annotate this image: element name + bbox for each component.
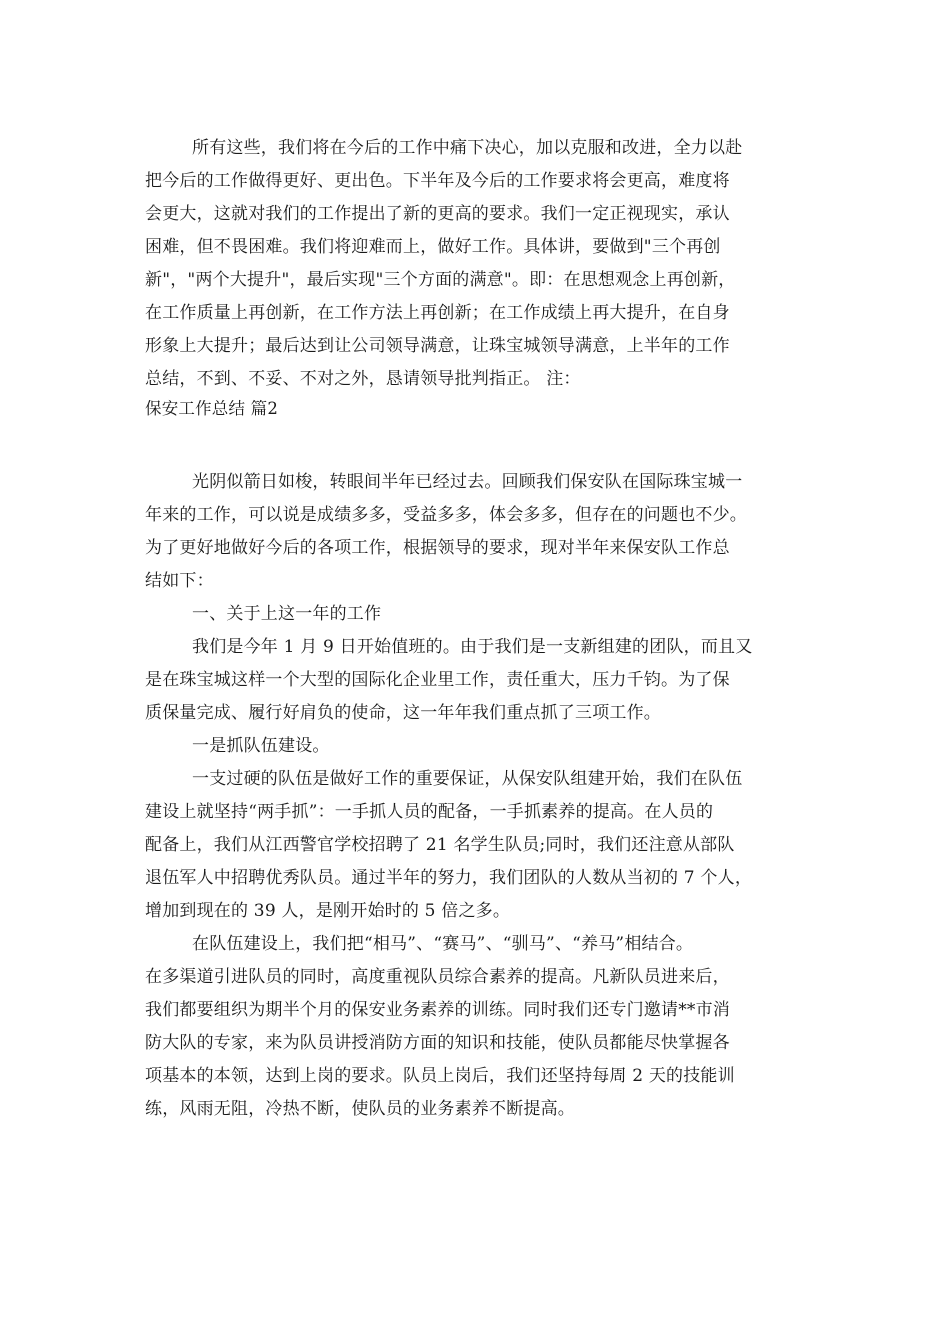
- paragraph-line: 我们都要组织为期半个月的保安业务素养的训练。同时我们还专门邀请**市消: [145, 1000, 730, 1020]
- section-heading: 保安工作总结 篇2: [145, 399, 279, 418]
- paragraph-line: 困难，但不畏困难。我们将迎难而上，做好工作。具体讲，要做到"三个再创: [145, 237, 721, 257]
- paragraph-line: 我们是今年 1 月 9 日开始值班的。由于我们是一支新组建的团队，而且又: [192, 637, 753, 657]
- paragraph-line: 增加到现在的 39 人，是刚开始时的 5 倍之多。: [145, 901, 511, 921]
- paragraph-line: 会更大，这就对我们的工作提出了新的更高的要求。我们一定正视现实，承认: [145, 204, 730, 224]
- subheading-line: 一是抓队伍建设。: [192, 736, 330, 756]
- paragraph-line: 为了更好地做好今后的各项工作，根据领导的要求，现对半年来保安队工作总: [145, 538, 730, 558]
- paragraph-line: 质保量完成、履行好肩负的使命，这一年年我们重点抓了三项工作。: [145, 703, 661, 723]
- paragraph-line: 新"，"两个大提升"，最后实现"三个方面的满意"。即：在思想观念上再创新，: [145, 270, 736, 290]
- paragraph-line: 配备上，我们从江西警官学校招聘了 21 名学生队员;同时，我们还注意从部队: [145, 835, 735, 855]
- paragraph-line: 总结，不到、不妥、不对之外，恳请领导批判指正。 注：: [145, 369, 581, 389]
- paragraph-line: 是在珠宝城这样一个大型的国际化企业里工作，责任重大，压力千钧。为了保: [145, 670, 730, 690]
- paragraph-line: 年来的工作，可以说是成绩多多，受益多多，体会多多，但存在的问题也不少。: [145, 505, 747, 525]
- paragraph-line: 防大队的专家，来为队员讲授消防方面的知识和技能，使队员都能尽快掌握各: [145, 1033, 730, 1053]
- paragraph-line: 光阴似箭日如梭，转眼间半年已经过去。回顾我们保安队在国际珠宝城一: [192, 472, 743, 492]
- paragraph-line: 退伍军人中招聘优秀队员。通过半年的努力，我们团队的人数从当初的 7 个人，: [145, 868, 753, 888]
- paragraph-line: 结如下：: [145, 571, 214, 591]
- paragraph-line: 把今后的工作做得更好、更出色。下半年及今后的工作要求将会更高，难度将: [145, 171, 730, 191]
- paragraph-line: 建设上就坚持“两手抓”：一手抓人员的配备，一手抓素养的提高。在人员的: [145, 802, 714, 822]
- paragraph-line: 练，风雨无阻，冷热不断，使队员的业务素养不断提高。: [145, 1099, 575, 1119]
- subheading-line: 一、关于上这一年的工作: [192, 604, 382, 624]
- paragraph-line: 项基本的本领，达到上岗的要求。队员上岗后，我们还坚持每周 2 天的技能训: [145, 1066, 735, 1086]
- paragraph-line: 形象上大提升；最后达到让公司领导满意，让珠宝城领导满意，上半年的工作: [145, 336, 730, 356]
- paragraph-line: 一支过硬的队伍是做好工作的重要保证，从保安队组建开始，我们在队伍: [192, 769, 743, 789]
- paragraph-line: 所有这些，我们将在今后的工作中痛下决心，加以克服和改进，全力以赴: [192, 138, 743, 158]
- paragraph-line: 在队伍建设上，我们把“相马”、“赛马”、“驯马”、“养马”相结合。: [192, 934, 694, 954]
- paragraph-line: 在多渠道引进队员的同时，高度重视队员综合素养的提高。凡新队员进来后，: [145, 967, 730, 987]
- paragraph-line: 在工作质量上再创新，在工作方法上再创新；在工作成绩上再大提升，在自身: [145, 303, 730, 323]
